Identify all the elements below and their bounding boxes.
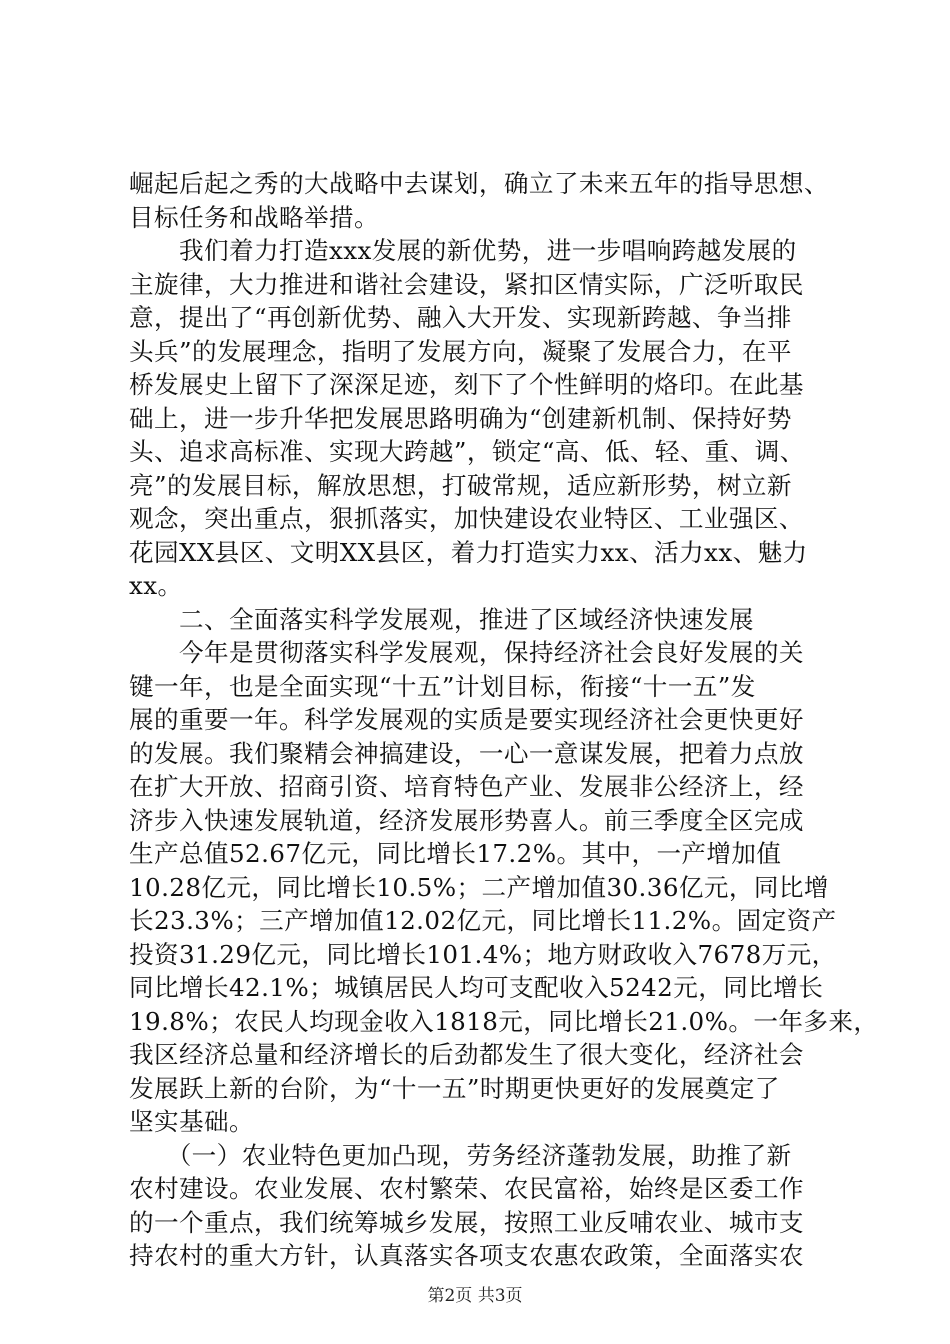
text-line: 持农村的重大方针，认真落实各项支农惠农政策，全面落实农 <box>129 1241 804 1270</box>
text-line: 同比增长42.1%；城镇居民人均可支配收入5242元，同比增长 <box>129 973 824 1002</box>
text-line: 在扩大开放、招商引资、培育特色产业、发展非公经济上，经 <box>129 772 804 801</box>
text-line: 础上，进一步升华把发展思路明确为“创建新机制、保持好势 <box>129 404 792 433</box>
page-footer: 第2页 共3页 <box>427 1286 523 1306</box>
text-line: 长23.3%；三产增加值12.02亿元，同比增长11.2%。固定资产 <box>129 906 837 935</box>
text-line: 主旋律，大力推进和谐社会建设，紧扣区情实际，广泛听取民 <box>129 270 804 299</box>
text-line: 投资31.29亿元，同比增长101.4%；地方财政收入7678万元， <box>129 940 837 969</box>
text-line: 我区经济总量和经济增长的后劲都发生了很大变化，经济社会 <box>129 1040 804 1069</box>
section-heading: 二、全面落实科学发展观，推进了区域经济快速发展 <box>129 605 754 634</box>
text-line: 生产总值52.67亿元，同比增长17.2%。其中，一产增加值 <box>129 839 782 868</box>
text-line: 10.28亿元，同比增长10.5%；二产增加值30.36亿元，同比增 <box>129 873 829 902</box>
text-line: 头兵”的发展理念，指明了发展方向，凝聚了发展合力，在平 <box>129 337 792 366</box>
text-line: 济步入快速发展轨道，经济发展形势喜人。前三季度全区完成 <box>129 806 804 835</box>
text-line: 的一个重点，我们统筹城乡发展，按照工业反哺农业、城市支 <box>129 1208 804 1237</box>
text-line: 的发展。我们聚精会神搞建设，一心一意谋发展，把着力点放 <box>129 739 804 768</box>
text-line: 花园XX县区、文明XX县区，着力打造实力xx、活力xx、魅力 <box>129 538 808 567</box>
text-line: 观念，突出重点，狠抓落实，加快建设农业特区、工业强区、 <box>129 504 804 533</box>
text-line: 农村建设。农业发展、农村繁荣、农民富裕，始终是区委工作 <box>129 1174 804 1203</box>
text-line: 头、追求高标准、实现大跨越”，锁定“高、低、轻、重、调、 <box>129 437 805 466</box>
text-line: 键一年，也是全面实现“十五”计划目标，衔接“十一五”发 <box>129 672 756 701</box>
text-line: 桥发展史上留下了深深足迹，刻下了个性鲜明的烙印。在此基 <box>129 370 804 399</box>
text-line: （一）农业特色更加凸现，劳务经济蓬勃发展，助推了新 <box>129 1141 792 1170</box>
text-line: 坚实基础。 <box>129 1107 254 1136</box>
text-line: 意，提出了“再创新优势、融入大开发、实现新跨越、争当排 <box>129 303 792 332</box>
text-line: 崛起后起之秀的大战略中去谋划，确立了未来五年的指导思想、 <box>129 169 829 198</box>
text-line: 亮”的发展目标，解放思想，打破常规，适应新形势，树立新 <box>129 471 792 500</box>
text-line: 我们着力打造xxx发展的新优势，进一步唱响跨越发展的 <box>129 236 797 265</box>
text-line: 发展跃上新的台阶，为“十一五”时期更快更好的发展奠定了 <box>129 1074 780 1103</box>
text-line: 目标任务和战略举措。 <box>129 203 379 232</box>
text-line: 展的重要一年。科学发展观的实质是要实现经济社会更快更好 <box>129 705 804 734</box>
text-line: xx。 <box>129 571 183 600</box>
text-line: 今年是贯彻落实科学发展观，保持经济社会良好发展的关 <box>129 638 804 667</box>
text-line: 19.8%；农民人均现金收入1818元，同比增长21.0%。一年多来， <box>129 1007 879 1036</box>
